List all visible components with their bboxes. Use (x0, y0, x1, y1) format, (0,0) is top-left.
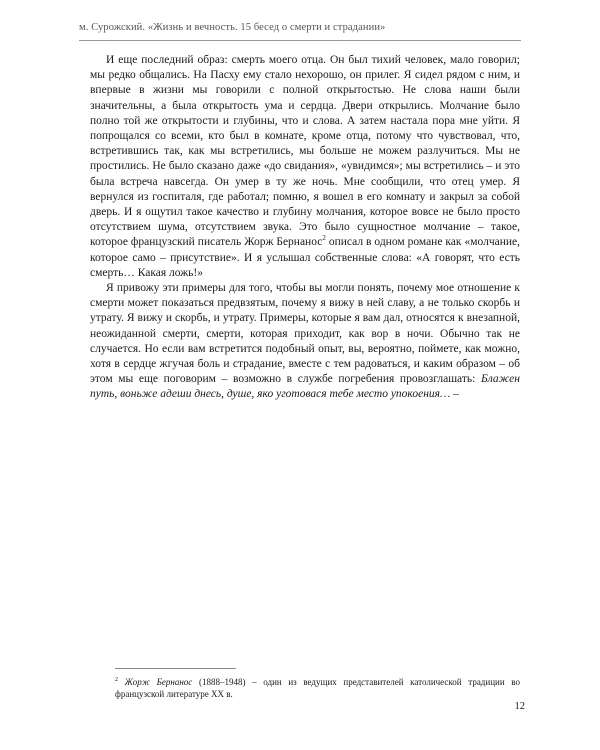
footnote-text: (1888–1948) – один из ведущих представителей католической традиции во французской литературе XX в. (115, 677, 520, 699)
footnote-divider (115, 668, 236, 669)
paragraph-2-text: Я привожу эти примеры для того, чтобы вы могли понять, почему мое отношение к смерти может показаться предвзятым, почему я вижу в ней славу, а не только скорбь и утрату. Я вижу и скорбь, и утрату. Примеры, которые я вам дал, относятся к внезапной, неожиданной смерти, смерти, которая приходит, как вор в ночи. Обычно так не случается. Но если вам встретится подобный опыт, вы, вероятно, поймете, как можно, хотя в сердце жгучая боль и страдание, вместе с тем радоваться, и каким образом – об этом мы еще поговорим – возможно в службе погребения провозглашать: (90, 282, 520, 386)
header-divider (79, 40, 521, 41)
paragraph-1 (90, 53, 520, 281)
paragraph-2 (90, 281, 520, 403)
page-number: 12 (514, 701, 525, 712)
paragraph-2-quote: Блажен путь, воньже адеши днесь, душе, яко уготовася тебе место упокоения… – (90, 373, 520, 401)
footnote-marker: 2 (322, 234, 326, 243)
paragraph-1-text: И еще последний образ: смерть моего отца. Он был тихий человек, мало говорил; мы редко общались. На Пасху ему стало нехорошо, он прилег. Я сидел рядом с ним, и впервые в жизни мы говорили с полной открытостью. Не слова наши были значительны, а была открытость ума и сердца. Двери открылись. Молчание было полно той же открытости и глубины, что и слова. А затем настала пора мне уйти. Я попрощался со всеми, кто был в комнате, кроме отца, потому что чувствовал, что, встретившись так, как мы встретились, мы больше не можем разлучиться. Мы не простились. Не было сказано даже «до свидания», «увидимся»; мы встретились – и это была встреча навсегда. Он умер в ту же ночь. Мне сообщили, что отец умер. Я вернулся из госпиталя, где работал; помню, я вошел в его комнату и закрыл за собой дверь. И я ощутил такое качество и глубину молчания, которое вовсе не было просто отсутствием шума, отсутствием звука. Это было сущностное молчание – такое, которое французский писатель Жорж Бернанос (90, 54, 520, 249)
footnote-author: Жорж Бернанос (124, 677, 193, 687)
footnote (115, 677, 520, 700)
running-head: м. Сурожский. «Жизнь и вечность. 15 бесед о смерти и страдании» (79, 22, 386, 33)
footnote-number: 2 (115, 677, 118, 683)
main-text (90, 53, 520, 403)
paragraph-1-text-continued: описал в одном романе как «молчание, которое само – присутствие». И я услышал собственные слова: «А говорят, что есть смерть… Какая ложь!» (90, 236, 520, 279)
